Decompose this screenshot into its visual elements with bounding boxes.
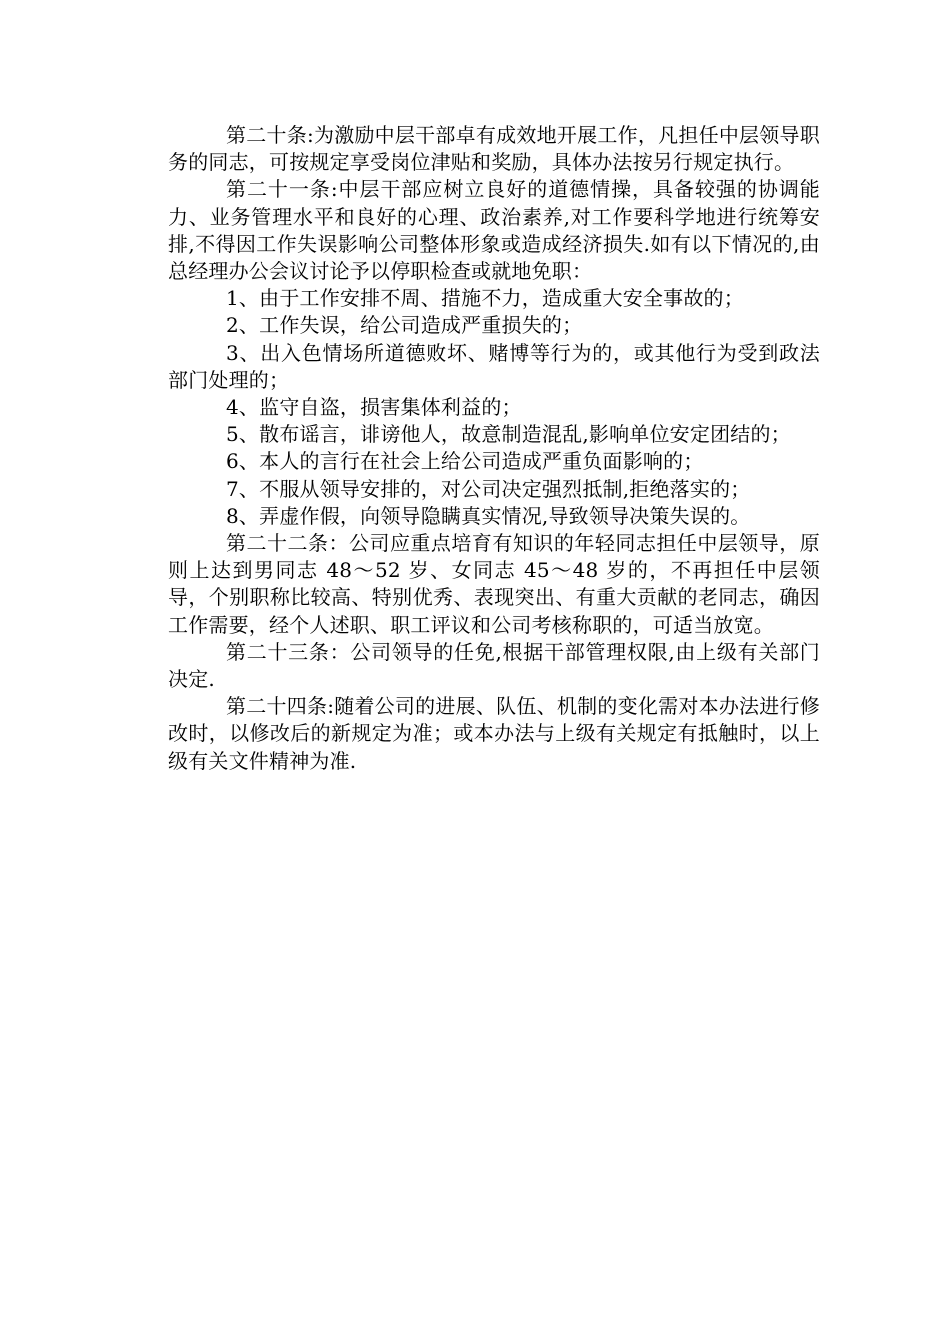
list-item-2: 2、工作失误，给公司造成严重损失的； xyxy=(226,313,583,338)
document-body xyxy=(168,122,820,775)
article-24-paragraph: 第二十四条:随着公司的进展、队伍、机制的变化需对本办法进行修改时，以修改后的新规定为准；或本办法与上级有关规定有抵触时，以上级有关文件精神为准. xyxy=(168,694,820,773)
list-item-8: 8、弄虚作假，向领导隐瞒真实情况,导致领导决策失误的。 xyxy=(226,503,751,528)
list-item-3: 3、出入色情场所道德败坏、赌博等行为的，或其他行为受到政法部门处理的； xyxy=(168,340,820,392)
article-23-paragraph: 第二十三条：公司领导的任免,根据干部管理权限,由上级有关部门决定. xyxy=(168,639,820,692)
article-21-paragraph: 第二十一条:中层干部应树立良好的道德情操，具备较强的协调能力、业务管理水平和良好的心理、政治素养,对工作要科学地进行统筹安排,不得因工作失误影响公司整体形象或造成经济损失.如有以下情况的,由总经理办公会议讨论予以停职检查或就地免职： xyxy=(168,177,820,284)
list-item-5: 5、散布谣言，诽谤他人，故意制造混乱,影响单位安定团结的； xyxy=(226,422,791,447)
list-item-7: 7、不服从领导安排的，对公司决定强烈抵制,拒绝落实的； xyxy=(226,476,751,501)
article-20-paragraph: 第二十条:为激励中层干部卓有成效地开展工作，凡担任中层领导职务的同志，可按规定享受岗位津贴和奖励，具体办法按另行规定执行。 xyxy=(168,123,820,175)
list-item-1: 1、由于工作安排不周、措施不力，造成重大安全事故的； xyxy=(226,286,744,311)
article-22-paragraph: 第二十二条：公司应重点培育有知识的年轻同志担任中层领导，原则上达到男同志 48～52 岁、女同志 45～48 岁的，不再担任中层领导，个别职称比较高、特别优秀、表现突出、有重大贡献的老同志，确因工作需要，经个人述职、职工评议和公司考核称职的，可适当放宽。 xyxy=(168,531,820,637)
list-item-4: 4、监守自盗，损害集体利益的； xyxy=(226,395,522,420)
list-item-6: 6、本人的言行在社会上给公司造成严重负面影响的； xyxy=(226,449,704,474)
